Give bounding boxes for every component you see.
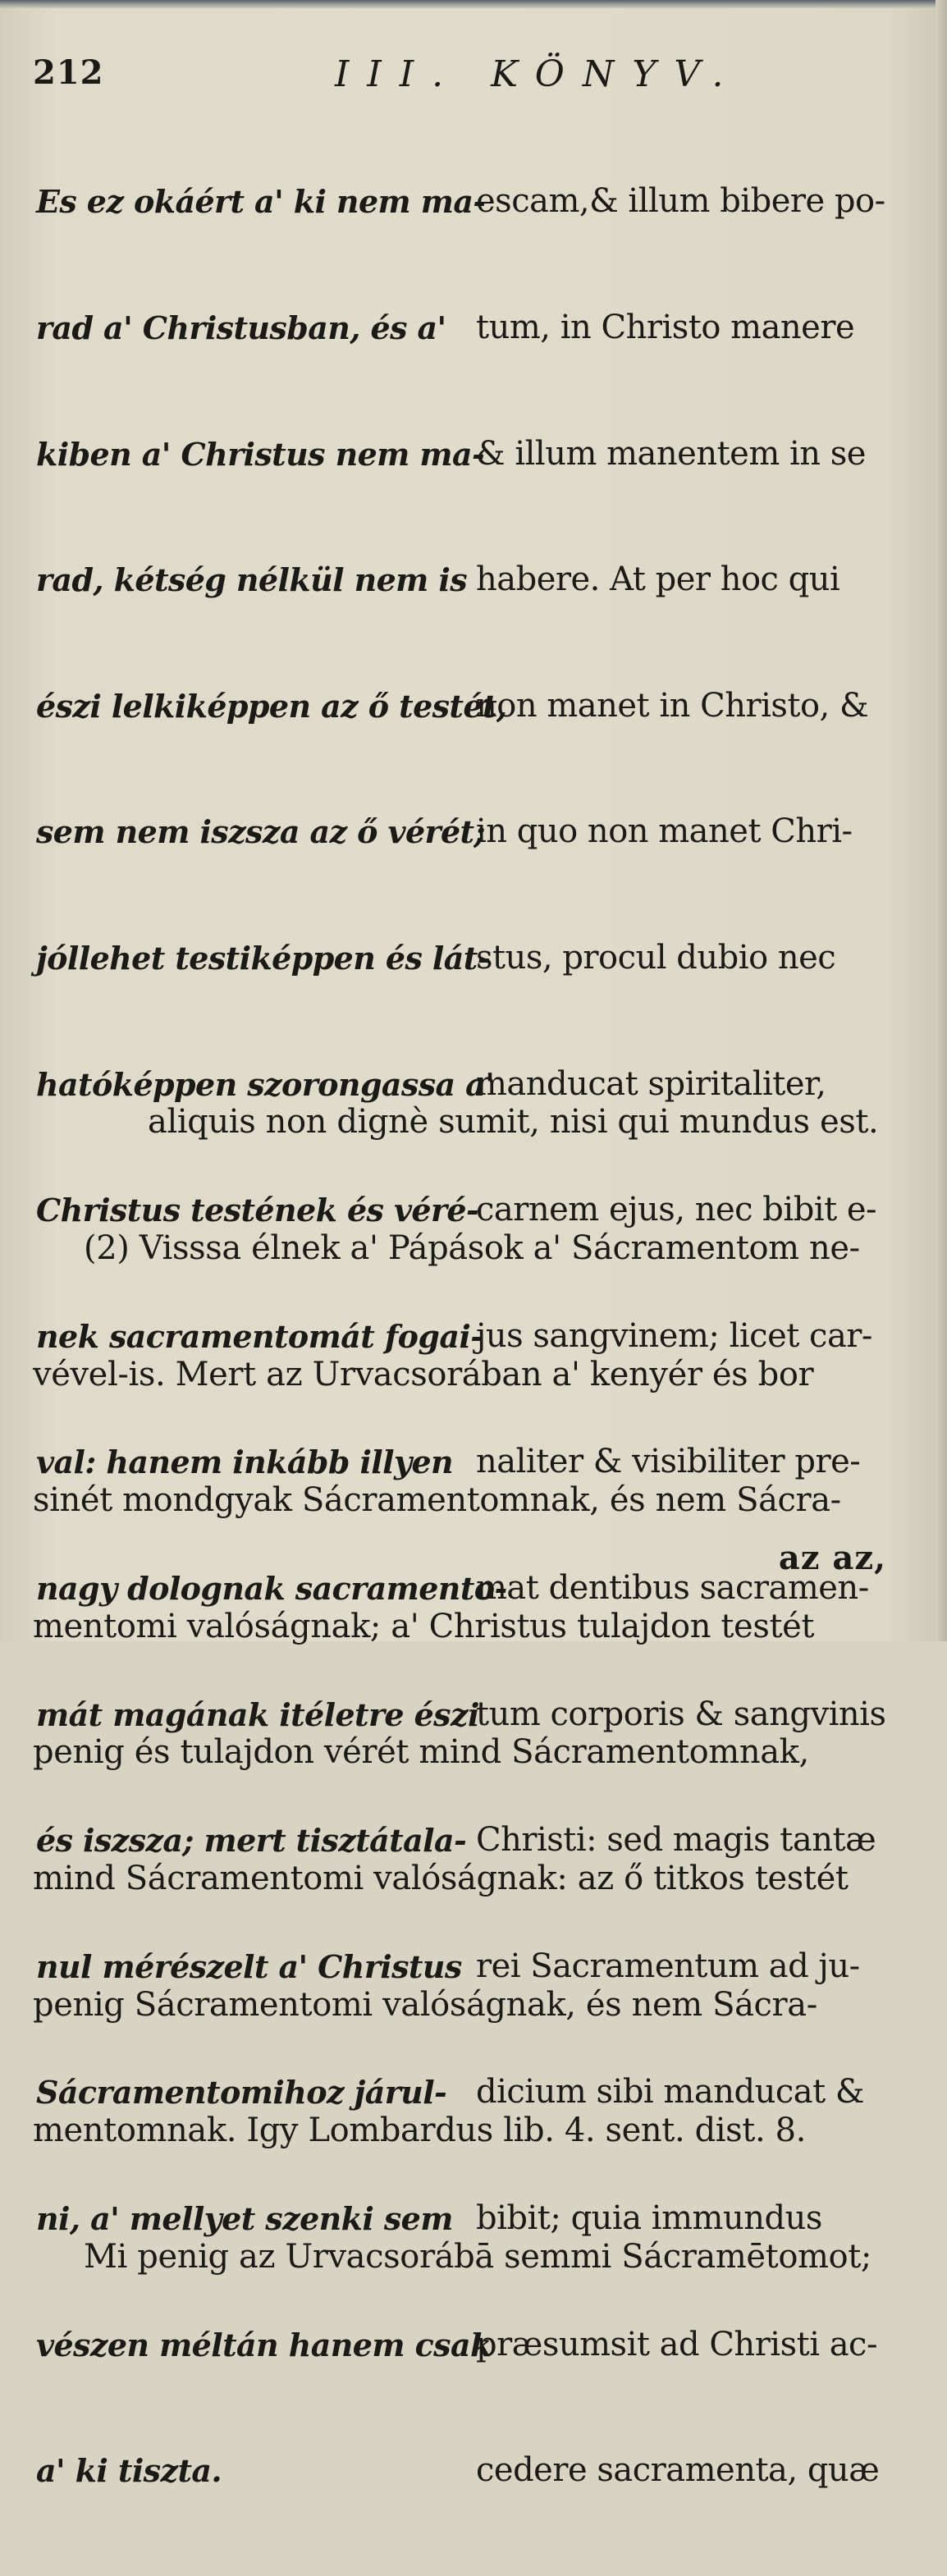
text-line: stus, procul dubio nec: [476, 938, 836, 977]
text-line: penig és tulajdon vérét mind Sácramentomnak,: [33, 1733, 809, 1772]
text-line: sinét mondgyak Sácramentomnak, és nem Sácra-: [33, 1481, 841, 1520]
text-line: nagy dolognak sacramento-: [36, 1569, 507, 1607]
text-line: non manet in Christo, &: [476, 686, 869, 725]
full-width-text: [33, 1018, 903, 2362]
text-line: mat dentibus sacramen-: [476, 1568, 869, 1607]
running-head: III. KÖNYV.: [335, 53, 742, 95]
text-line: mentomnak. Igy Lombardus lib. 4. sent. dist. 8.: [33, 2112, 806, 2150]
page-right-edge: [936, 0, 947, 1641]
text-line: nul mérészelt a' Christus: [36, 1947, 462, 1985]
text-line: Mi penig az Urvacsorábā semmi Sácramētomot;: [84, 2237, 872, 2276]
text-line: cedere sacramenta, quæ: [476, 2451, 880, 2490]
text-line: mentomi valóságnak; a' Christus tulajdon testét: [33, 1607, 815, 1645]
text-line: vészen méltán hanem csak: [36, 2326, 492, 2363]
text-line: hatóképpen szorongassa a': [36, 1065, 495, 1103]
text-line: tum corporis & sangvinis: [476, 1695, 886, 1733]
text-line: rad, kétség nélkül nem is: [36, 561, 468, 599]
text-line: Christus testének és véré-: [36, 1192, 479, 1229]
text-line: kiben a' Christus nem ma-: [36, 435, 485, 473]
text-line: jóllehet testiképpen és lát-: [36, 939, 490, 977]
text-line: rad a' Christusban, és a': [36, 309, 446, 346]
text-line: & illum manentem in se: [476, 434, 866, 473]
text-line: penig Sácramentomi valóságnak, és nem Sácra-: [33, 1985, 817, 2024]
text-line: (2) Visssa élnek a' Pápások a' Sácramentom ne-: [84, 1229, 860, 1267]
text-line: sem nem iszsza az ő vérét;: [36, 813, 485, 851]
page-header: [33, 53, 894, 96]
text-line: tum, in Christo manere: [476, 309, 855, 346]
text-line: és iszsza; mert tisztátala-: [36, 1822, 467, 1860]
text-line: escam,& illum bibere po-: [476, 182, 885, 221]
text-line: habere. At per hoc qui: [476, 560, 840, 599]
text-line: in quo non manet Chri-: [476, 812, 853, 851]
text-line: Sácramentomihoz járul-: [36, 2074, 447, 2112]
text-line: Es ez okáért a' ki nem ma-: [36, 183, 486, 221]
page-number: 212: [33, 53, 104, 92]
text-line: val: hanem inkább illyen: [36, 1444, 454, 1481]
text-line: rei Sacramentum ad ju-: [476, 1947, 860, 1985]
text-line: nek sacramentomát fogai-: [36, 1317, 483, 1355]
text-line: Christi: sed magis tantæ: [476, 1821, 876, 1860]
text-line: a' ki tiszta.: [36, 2452, 222, 2490]
text-line: vével-is. Mert az Urvacsorában a' kenyér és bor: [33, 1355, 814, 1393]
text-line: aliquis non dignè sumit, nisi qui mundus est.: [148, 1103, 879, 1142]
text-line: præsumsit ad Christi ac-: [476, 2325, 877, 2363]
text-line: dicium sibi manducat &: [476, 2073, 864, 2112]
text-line: jus sangvinem; licet car-: [476, 1316, 872, 1355]
text-line: naliter & visibiliter pre-: [476, 1443, 861, 1481]
page-top-edge: [0, 0, 947, 8]
text-line: mát magának itéletre észi: [36, 1695, 479, 1733]
text-line: mind Sácramentomi valóságnak: az ő titkos testét: [33, 1859, 849, 1897]
text-line: bibit; quia immundus: [476, 2199, 822, 2237]
catchword: az az,: [778, 1539, 886, 1577]
text-line: ni, a' mellyet szenki sem: [36, 2199, 453, 2237]
text-line: carnem ejus, nec bibit e-: [476, 1191, 877, 1229]
text-line: észi lelkiképpen az ő testét,: [36, 687, 507, 725]
text-line: manducat spiritaliter,: [476, 1064, 826, 1103]
